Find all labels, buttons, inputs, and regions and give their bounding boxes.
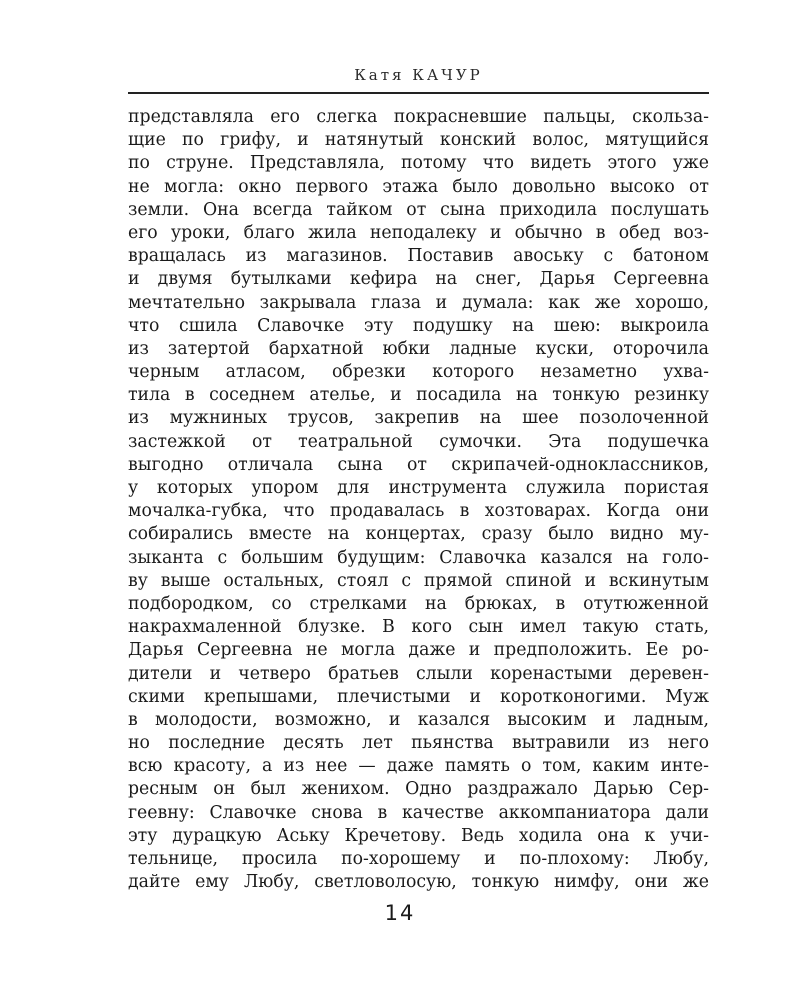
header-rule bbox=[128, 92, 709, 94]
text-line: по струне. Представляла, потому что видеть этого уже bbox=[128, 153, 709, 174]
text-line: черным атласом, обрезки которого незаметно ухва- bbox=[128, 362, 709, 383]
text-line: из затертой бархатной юбки ладные куски, оторочила bbox=[128, 338, 709, 359]
text-line: ву выше остальных, стоял с прямой спиной и вскинутым bbox=[128, 570, 709, 591]
text-line: у которых упором для инструмента служила пористая bbox=[128, 478, 709, 498]
text-line: тельнице, просила по-хорошему и по-плохому: Любу, bbox=[128, 849, 709, 869]
text-line: его уроки, благо жила неподалеку и обычно в обед воз- bbox=[128, 222, 709, 243]
text-line: ресным он был женихом. Одно раздражало Дарью Сер- bbox=[128, 779, 709, 800]
text-line: подбородком, со стрелками на брюках, в отутюженной bbox=[128, 593, 709, 614]
text-line: Дарья Сергеевна не могла даже и предположить. Ее ро- bbox=[128, 640, 709, 661]
text-line: застежкой от театральной сумочки. Эта подушечка bbox=[128, 431, 709, 452]
text-line: в молодости, возможно, и казался высоким и ладным, bbox=[128, 709, 709, 730]
text-line: выгодно отличала сына от скрипачей-одноклассников, bbox=[128, 454, 709, 475]
text-line: накрахмаленной блузке. В кого сын имел такую стать, bbox=[128, 617, 709, 638]
text-line: и двумя бутылками кефира на снег, Дарья Сергеевна bbox=[128, 269, 709, 290]
text-line: что сшила Славочке эту подушку на шею: выкроила bbox=[128, 315, 709, 336]
text-line: дители и четверо братьев слыли коренастыми деревен- bbox=[128, 663, 709, 684]
text-line: тила в соседнем ателье, и посадила на тонкую резинку bbox=[128, 385, 709, 406]
text-line: не могла: окно первого этажа было довольно высоко от bbox=[128, 176, 709, 197]
text-line: эту дурацкую Аську Кречетову. Ведь ходила она к учи- bbox=[128, 825, 709, 846]
text-line: щие по грифу, и натянутый конский волос, мятущийся bbox=[128, 130, 709, 151]
text-line: представляла его слегка покрасневшие пальцы, скольза- bbox=[128, 107, 709, 127]
text-line: мочалка-губка, что продавалась в хозтоварах. Когда они bbox=[128, 501, 709, 522]
text-line: вращалась из магазинов. Поставив авоську с батоном bbox=[128, 246, 709, 267]
text-line: зыканта с большим будущим: Славочка казался на голо- bbox=[128, 547, 709, 568]
text-line: земли. Она всегда тайком от сына приходила послушать bbox=[128, 199, 709, 220]
text-line: всю красоту, а из нее — даже память о том, каким инте- bbox=[128, 756, 709, 777]
text-line: собирались вместе на концертах, сразу было видно му- bbox=[128, 524, 709, 545]
running-header: Катя КАЧУР bbox=[354, 66, 483, 84]
text-line: из мужниных трусов, закрепив на шее позолоченной bbox=[128, 408, 709, 429]
text-line: геевну: Славочке снова в качестве аккомпаниатора дали bbox=[128, 802, 709, 823]
page-number: 14 bbox=[384, 901, 416, 925]
text-line: но последние десять лет пьянства вытравили из него bbox=[128, 733, 709, 754]
body-text bbox=[128, 106, 709, 894]
text-line: дайте ему Любу, светловолосую, тонкую нимфу, они же bbox=[128, 872, 709, 893]
text-line: мечтательно закрывала глаза и думала: как же хорошо, bbox=[128, 292, 709, 313]
text-line: скими крепышами, плечистыми и коротконогими. Муж bbox=[128, 686, 709, 707]
